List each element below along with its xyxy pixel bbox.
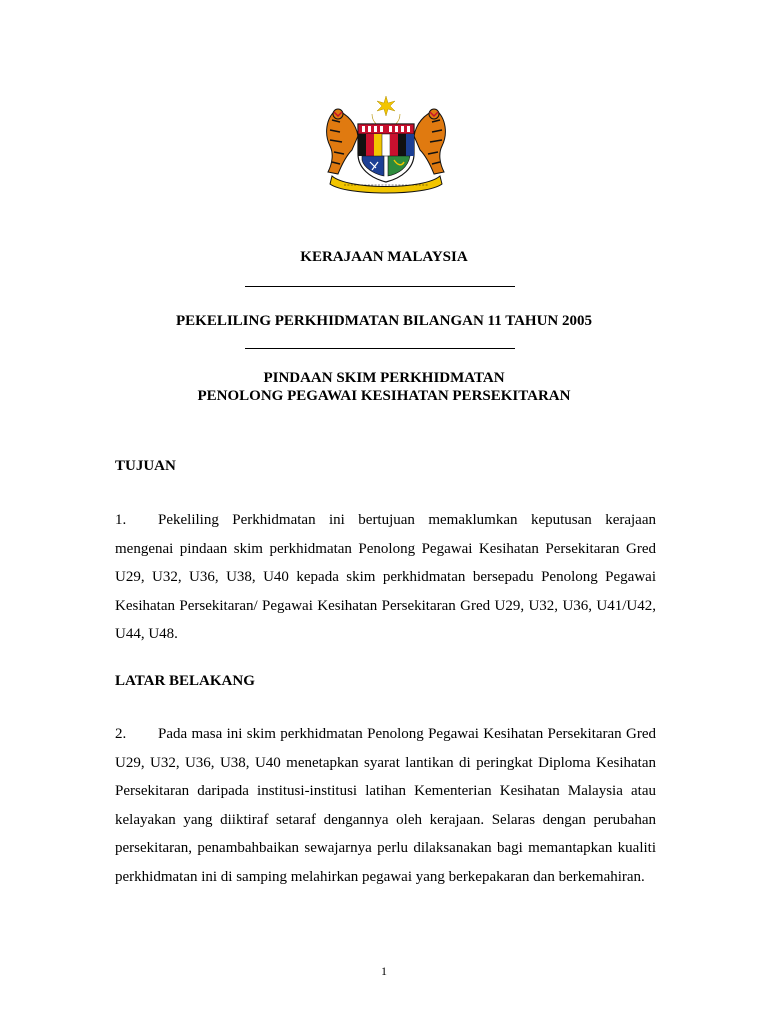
paragraph-line: kelayakan yang diiktiraf setaraf dengannya oleh kerajaan. Selaras dengan perubahan — [115, 811, 656, 828]
paragraph-line: U29, U32, U36, U38, U40 kepada skim perkhidmatan bersepadu Penolong Pegawai — [115, 569, 656, 585]
paragraph-text: Pekeliling Perkhidmatan ini bertujuan memaklumkan keputusan kerajaan — [158, 512, 656, 528]
paragraph-line: U44, U48. — [115, 626, 178, 642]
paragraph-2 — [115, 725, 656, 896]
paragraph-line: mengenai pindaan skim perkhidmatan Penolong Pegawai Kesihatan Persekitaran Gred — [115, 540, 656, 557]
divider-rule — [245, 286, 515, 287]
left-tiger-icon — [327, 109, 358, 174]
section-heading-latar-belakang: LATAR BELAKANG — [115, 673, 255, 689]
shield-icon — [358, 124, 414, 182]
paragraph-line — [115, 725, 656, 754]
paragraph-line: perkhidmatan ini di samping melahirkan pegawai yang berkepakaran dan berkemahiran. — [115, 868, 645, 885]
section-heading-tujuan: TUJUAN — [115, 458, 176, 474]
coat-of-arms-icon — [318, 92, 454, 198]
paragraph-text: Pada masa ini skim perkhidmatan Penolong Pegawai Kesihatan Persekitaran Gred — [158, 726, 656, 742]
divider-rule — [245, 348, 515, 349]
paragraph-1 — [115, 511, 656, 654]
subject-line-1: PINDAAN SKIM PERKHIDMATAN — [263, 370, 505, 386]
paragraph-line: U29, U32, U36, U38, U40 menetapkan syarat lantikan di peringkat Diploma Kesihatan — [115, 754, 656, 771]
crescent-star-icon — [372, 96, 400, 128]
paragraph-line: Persekitaran daripada institusi-institusi latihan Kementerian Kesihatan Malaysia atau — [115, 783, 656, 799]
paragraph-number: 1. — [115, 512, 127, 528]
org-title: KERAJAAN MALAYSIA — [300, 249, 468, 265]
page-number: 1 — [381, 964, 387, 978]
paragraph-line: Kesihatan Persekitaran/ Pegawai Kesihatan Persekitaran Gred U29, U32, U36, U41/U42, — [115, 597, 656, 614]
circular-title: PEKELILING PERKHIDMATAN BILANGAN 11 TAHUN 2005 — [175, 313, 592, 329]
paragraph-line — [115, 511, 656, 540]
right-tiger-icon — [414, 109, 445, 174]
paragraph-number: 2. — [115, 726, 127, 742]
paragraph-line: persekitaran, penambahbaikan sewajarnya perlu dilaksanakan bagi memantapkan kualiti — [115, 840, 656, 856]
subject-line-2: PENOLONG PEGAWAI KESIHATAN PERSEKITARAN — [197, 388, 571, 404]
